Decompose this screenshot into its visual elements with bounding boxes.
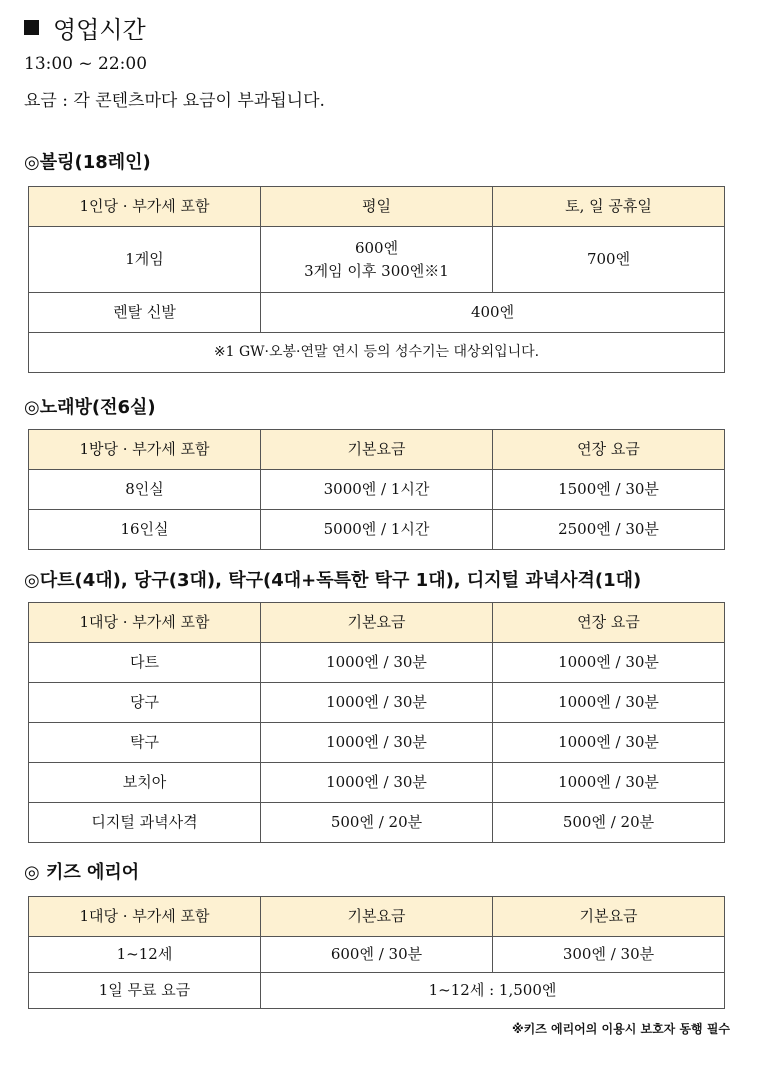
games-item: 탁구 bbox=[29, 723, 261, 763]
bowling-header-3: 토, 일 공휴일 bbox=[493, 187, 725, 227]
karaoke-table bbox=[28, 429, 725, 550]
bowling-game-weekday-line1: 600엔 bbox=[354, 239, 399, 257]
table-row bbox=[29, 510, 725, 550]
games-item: 보치아 bbox=[29, 763, 261, 803]
kids-header-1: 1대당 · 부가세 포함 bbox=[29, 897, 261, 937]
kids-free-label: 1일 무료 요금 bbox=[29, 973, 261, 1009]
bowling-game-weekend: 700엔 bbox=[493, 227, 725, 293]
games-base: 1000엔 / 30분 bbox=[261, 683, 493, 723]
hours-time: 13:00 ~ 22:00 bbox=[24, 54, 148, 74]
games-table bbox=[28, 602, 725, 843]
games-base: 1000엔 / 30분 bbox=[261, 643, 493, 683]
games-item: 디지털 과녁사격 bbox=[29, 803, 261, 843]
bowling-title: ◎볼링(18레인) bbox=[24, 152, 151, 173]
table-row bbox=[29, 683, 725, 723]
karaoke-room: 16인실 bbox=[29, 510, 261, 550]
kids-age-row bbox=[29, 937, 725, 973]
games-header-2: 기본요금 bbox=[261, 603, 493, 643]
table-row bbox=[29, 723, 725, 763]
kids-free-value: 1~12세 : 1,500엔 bbox=[261, 973, 725, 1009]
bowling-note: ※1 GW·오봉·연말 연시 등의 성수기는 대상외입니다. bbox=[29, 333, 725, 373]
bowling-shoes-label: 렌탈 신발 bbox=[29, 293, 261, 333]
bowling-note-row bbox=[29, 333, 725, 373]
bowling-game-row bbox=[29, 227, 725, 293]
karaoke-base: 5000엔 / 1시간 bbox=[261, 510, 493, 550]
table-row bbox=[29, 643, 725, 683]
kids-footnote: ※키즈 에리어의 이용시 보호자 동행 필수 bbox=[511, 1022, 730, 1036]
table-row bbox=[29, 763, 725, 803]
games-extend: 1000엔 / 30분 bbox=[493, 763, 725, 803]
kids-table bbox=[28, 896, 725, 1009]
karaoke-header-3: 연장 요금 bbox=[493, 430, 725, 470]
games-base: 1000엔 / 30분 bbox=[261, 723, 493, 763]
hours-title-text: 영업시간 bbox=[53, 16, 146, 44]
kids-header-row bbox=[29, 897, 725, 937]
kids-age-label: 1~12세 bbox=[29, 937, 261, 973]
kids-header-3: 기본요금 bbox=[493, 897, 725, 937]
karaoke-room: 8인실 bbox=[29, 470, 261, 510]
kids-free-row bbox=[29, 973, 725, 1009]
karaoke-title: ◎노래방(전6실) bbox=[24, 397, 156, 418]
games-extend: 1000엔 / 30분 bbox=[493, 683, 725, 723]
games-extend: 500엔 / 20분 bbox=[493, 803, 725, 843]
bowling-game-weekday-line2: 3게임 이후 300엔※1 bbox=[304, 261, 449, 280]
karaoke-base: 3000엔 / 1시간 bbox=[261, 470, 493, 510]
table-row bbox=[29, 803, 725, 843]
games-base: 1000엔 / 30분 bbox=[261, 763, 493, 803]
kids-age-price2: 300엔 / 30분 bbox=[493, 937, 725, 973]
games-item: 당구 bbox=[29, 683, 261, 723]
bowling-game-label: 1게임 bbox=[29, 227, 261, 293]
kids-title: ◎ 키즈 에리어 bbox=[24, 862, 140, 883]
games-header-1: 1대당 · 부가세 포함 bbox=[29, 603, 261, 643]
karaoke-header-2: 기본요금 bbox=[261, 430, 493, 470]
games-header-row bbox=[29, 603, 725, 643]
hours-title bbox=[24, 10, 146, 45]
kids-header-2: 기본요금 bbox=[261, 897, 493, 937]
bowling-shoes-row bbox=[29, 293, 725, 333]
games-item: 다트 bbox=[29, 643, 261, 683]
bowling-shoes-price: 400엔 bbox=[261, 293, 725, 333]
games-extend: 1000엔 / 30분 bbox=[493, 643, 725, 683]
karaoke-header-1: 1방당 · 부가세 포함 bbox=[29, 430, 261, 470]
games-extend: 1000엔 / 30분 bbox=[493, 723, 725, 763]
bowling-header-row bbox=[29, 187, 725, 227]
table-row bbox=[29, 470, 725, 510]
black-square-icon bbox=[24, 20, 39, 35]
fee-note: 요금 : 각 콘텐츠마다 요금이 부과됩니다. bbox=[24, 91, 325, 111]
karaoke-extend: 2500엔 / 30분 bbox=[493, 510, 725, 550]
bowling-header-2: 평일 bbox=[261, 187, 493, 227]
bowling-header-1: 1인당 · 부가세 포함 bbox=[29, 187, 261, 227]
games-title: ◎다트(4대), 당구(3대), 탁구(4대+독특한 탁구 1대), 디지털 과녁사격(1대) bbox=[24, 570, 642, 591]
karaoke-extend: 1500엔 / 30분 bbox=[493, 470, 725, 510]
games-base: 500엔 / 20분 bbox=[261, 803, 493, 843]
bowling-game-weekday bbox=[261, 227, 493, 293]
karaoke-header-row bbox=[29, 430, 725, 470]
kids-age-price1: 600엔 / 30분 bbox=[261, 937, 493, 973]
games-header-3: 연장 요금 bbox=[493, 603, 725, 643]
bowling-table bbox=[28, 186, 725, 373]
